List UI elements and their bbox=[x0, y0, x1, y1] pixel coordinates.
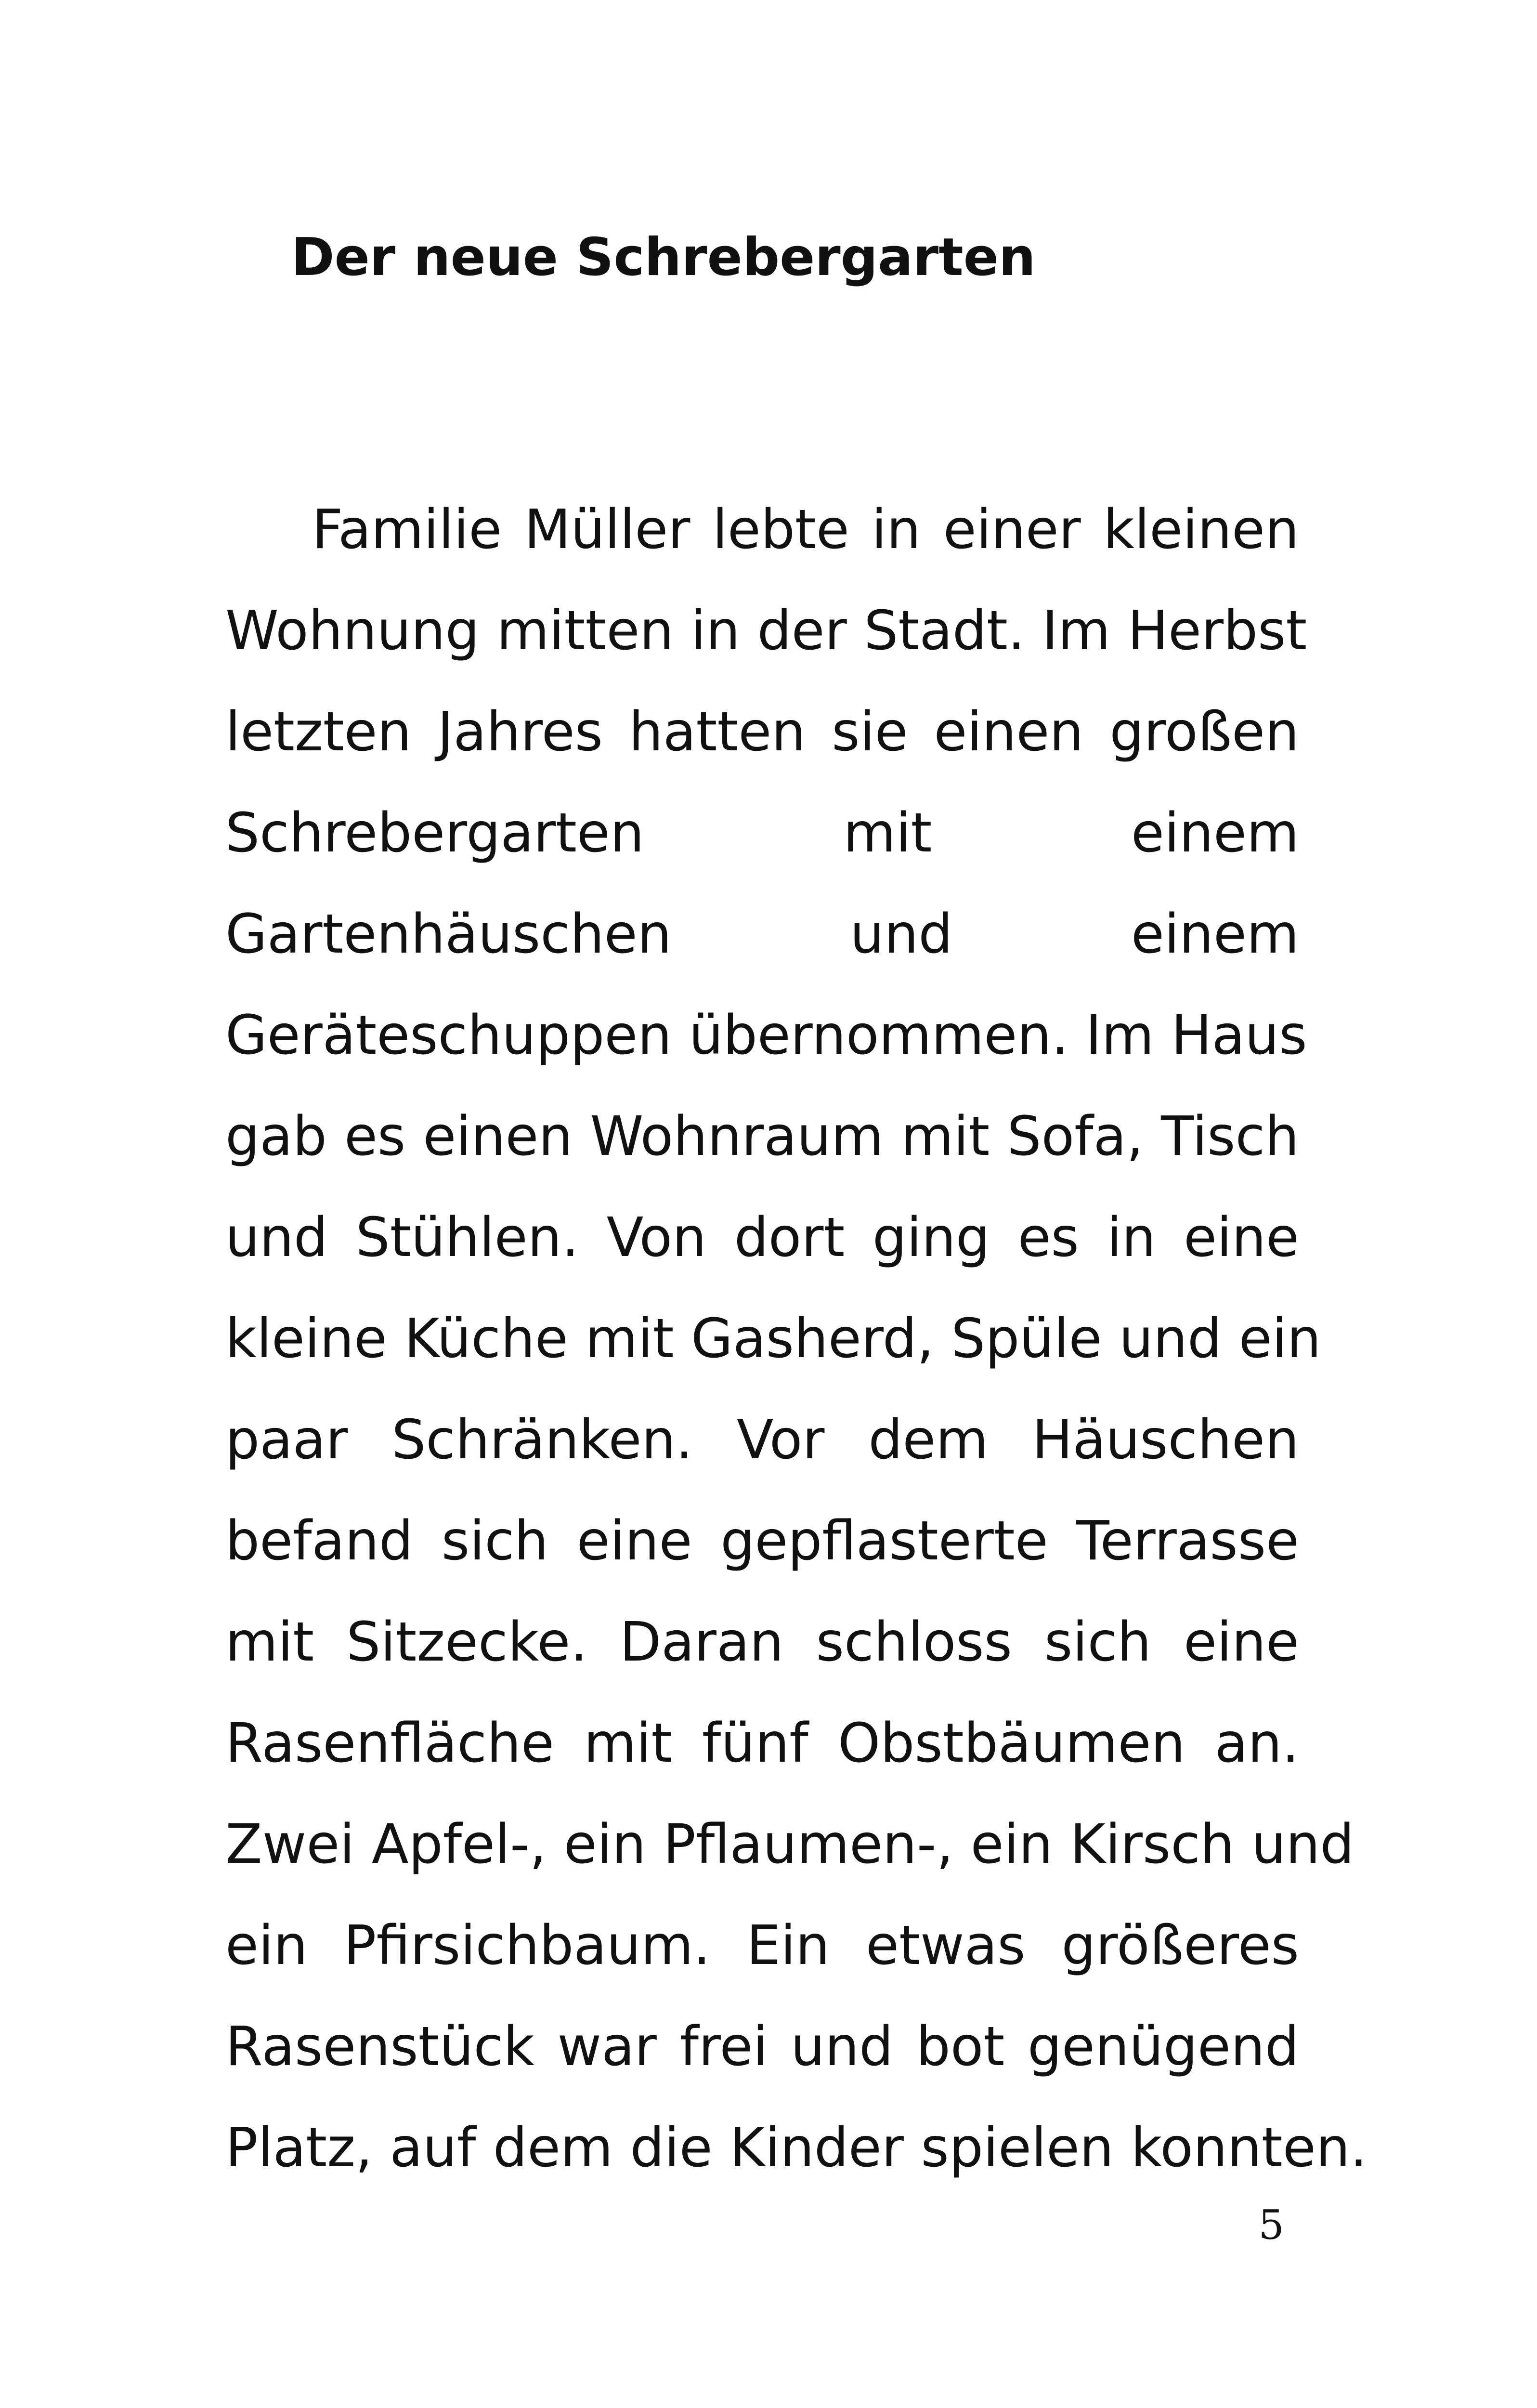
chapter-paragraph bbox=[225, 479, 1368, 2199]
paragraph-line: Rasenstück war frei und bot genügend bbox=[225, 2015, 1299, 2078]
paragraph-line: kleine Küche mit Gasherd, Spüle und ein bbox=[225, 1308, 1321, 1370]
paragraph-line: und Stühlen. Von dort ging es in eine bbox=[225, 1206, 1299, 1269]
paragraph-line: Zwei Apfel-, ein Pflaumen-, ein Kirsch und bbox=[225, 1813, 1355, 1876]
paragraph-line: Gartenhäuschen und einem bbox=[225, 903, 1299, 966]
paragraph-line: mit Sitzecke. Daran schloss sich eine bbox=[225, 1611, 1299, 1674]
page-number: 5 bbox=[1258, 2201, 1284, 2249]
paragraph-line: Rasenfläche mit fünf Obstbäumen an. bbox=[225, 1712, 1299, 1775]
paragraph-line: paar Schränken. Vor dem Häuschen bbox=[225, 1409, 1299, 1471]
paragraph-line: Platz, auf dem die Kinder spielen konnten. bbox=[225, 2117, 1368, 2179]
paragraph-line: gab es einen Wohnraum mit Sofa, Tisch bbox=[225, 1105, 1299, 1168]
paragraph-line: letzten Jahres hatten sie einen großen bbox=[225, 701, 1299, 763]
paragraph-line: ein Pfirsichbaum. Ein etwas größeres bbox=[225, 1914, 1299, 1977]
paragraph-line: Schrebergarten mit einem bbox=[225, 802, 1299, 864]
paragraph-line: befand sich eine gepflasterte Terrasse bbox=[225, 1510, 1299, 1572]
chapter-title: Der neue Schrebergarten bbox=[291, 227, 1036, 288]
paragraph-line: Geräteschuppen übernommen. Im Haus bbox=[225, 1004, 1307, 1067]
paragraph-line: Wohnung mitten in der Stadt. Im Herbst bbox=[225, 600, 1307, 662]
paragraph-line: Familie Müller lebte in einer kleinen bbox=[312, 498, 1299, 561]
